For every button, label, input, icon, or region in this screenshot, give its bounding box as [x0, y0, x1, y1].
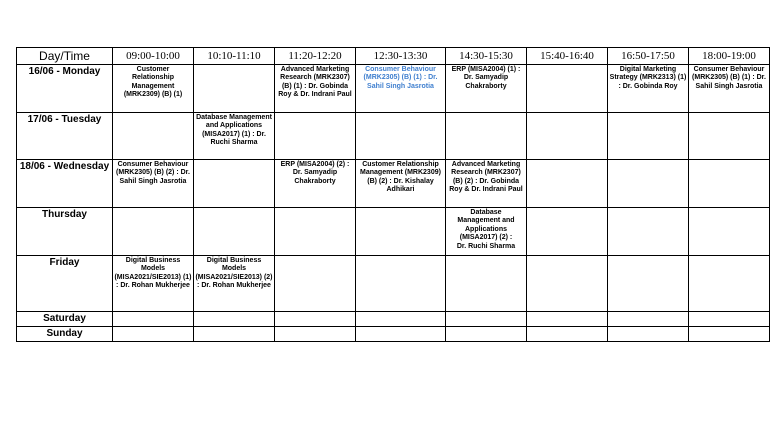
day-row	[17, 327, 770, 342]
class-cell	[275, 208, 356, 256]
class-cell	[275, 256, 356, 312]
class-cell: Database Management and Applications (MISA2017) (2) : Dr. Ruchi Sharma	[446, 208, 527, 256]
class-cell	[113, 327, 194, 342]
class-cell	[689, 312, 770, 327]
day-label: Sunday	[17, 327, 113, 342]
class-cell	[194, 208, 275, 256]
class-cell	[275, 113, 356, 160]
class-cell	[608, 256, 689, 312]
day-row	[17, 113, 770, 160]
day-time-header: Day/Time	[17, 48, 113, 65]
class-cell	[194, 160, 275, 208]
time-slot-header: 14:30-15:30	[446, 48, 527, 65]
time-slot-header: 11:20-12:20	[275, 48, 356, 65]
class-cell	[356, 327, 446, 342]
class-cell	[689, 113, 770, 160]
time-slot-header: 16:50-17:50	[608, 48, 689, 65]
class-cell: Database Management and Applications (MISA2017) (1) : Dr. Ruchi Sharma	[194, 113, 275, 160]
class-cell	[446, 256, 527, 312]
class-cell	[446, 327, 527, 342]
day-row	[17, 208, 770, 256]
time-slot-header: 18:00-19:00	[689, 48, 770, 65]
class-cell: Digital Business Models (MISA2021/SIE2013) (1) : Dr. Rohan Mukherjee	[113, 256, 194, 312]
class-cell: Advanced Marketing Research (MRK2307) (B) (2) : Dr. Gobinda Roy & Dr. Indrani Paul	[446, 160, 527, 208]
time-slot-header: 12:30-13:30	[356, 48, 446, 65]
class-cell	[356, 312, 446, 327]
timetable	[16, 47, 770, 342]
class-cell	[689, 256, 770, 312]
class-cell	[689, 160, 770, 208]
day-row	[17, 312, 770, 327]
class-cell: ERP (MISA2004) (1) : Dr. Samyadip Chakraborty	[446, 65, 527, 113]
class-cell	[194, 312, 275, 327]
class-cell	[275, 327, 356, 342]
class-cell	[113, 208, 194, 256]
class-cell	[608, 208, 689, 256]
class-cell	[608, 327, 689, 342]
class-cell: Customer Relationship Management (MRK2309) (B) (1)	[113, 65, 194, 113]
class-cell	[113, 312, 194, 327]
class-cell	[527, 113, 608, 160]
day-row	[17, 65, 770, 113]
class-cell: Consumer Behaviour (MRK2305) (B) (1) : Dr. Sahil Singh Jasrotia	[356, 65, 446, 113]
class-cell	[275, 312, 356, 327]
day-row	[17, 160, 770, 208]
time-slot-header: 09:00-10:00	[113, 48, 194, 65]
class-cell	[527, 208, 608, 256]
time-slot-header: 10:10-11:10	[194, 48, 275, 65]
class-cell	[356, 208, 446, 256]
class-cell	[446, 312, 527, 327]
day-label: Thursday	[17, 208, 113, 256]
class-cell: Advanced Marketing Research (MRK2307) (B) (1) : Dr. Gobinda Roy & Dr. Indrani Paul	[275, 65, 356, 113]
day-label: Saturday	[17, 312, 113, 327]
day-label: Friday	[17, 256, 113, 312]
day-label: 16/06 - Monday	[17, 65, 113, 113]
class-cell	[527, 256, 608, 312]
class-cell	[527, 160, 608, 208]
class-cell: Customer Relationship Management (MRK2309) (B) (2) : Dr. Kishalay Adhikari	[356, 160, 446, 208]
class-cell	[608, 160, 689, 208]
class-cell: Digital Marketing Strategy (MRK2313) (1) : Dr. Gobinda Roy	[608, 65, 689, 113]
class-cell	[356, 113, 446, 160]
class-cell: Consumer Behaviour (MRK2305) (B) (1) : Dr. Sahil Singh Jasrotia	[689, 65, 770, 113]
class-cell	[689, 327, 770, 342]
time-slot-header: 15:40-16:40	[527, 48, 608, 65]
day-label: 17/06 - Tuesday	[17, 113, 113, 160]
class-cell	[608, 113, 689, 160]
class-cell	[527, 327, 608, 342]
class-cell	[113, 113, 194, 160]
header-row	[17, 48, 770, 65]
class-cell: ERP (MISA2004) (2) : Dr. Samyadip Chakraborty	[275, 160, 356, 208]
class-cell	[194, 65, 275, 113]
class-cell	[527, 65, 608, 113]
day-row	[17, 256, 770, 312]
class-cell	[689, 208, 770, 256]
class-cell: Consumer Behaviour (MRK2305) (B) (2) : Dr. Sahil Singh Jasrotia	[113, 160, 194, 208]
class-cell	[608, 312, 689, 327]
class-cell	[446, 113, 527, 160]
day-label: 18/06 - Wednesday	[17, 160, 113, 208]
class-cell: Digital Business Models (MISA2021/SIE2013) (2) : Dr. Rohan Mukherjee	[194, 256, 275, 312]
class-cell	[194, 327, 275, 342]
class-cell	[356, 256, 446, 312]
class-cell	[527, 312, 608, 327]
